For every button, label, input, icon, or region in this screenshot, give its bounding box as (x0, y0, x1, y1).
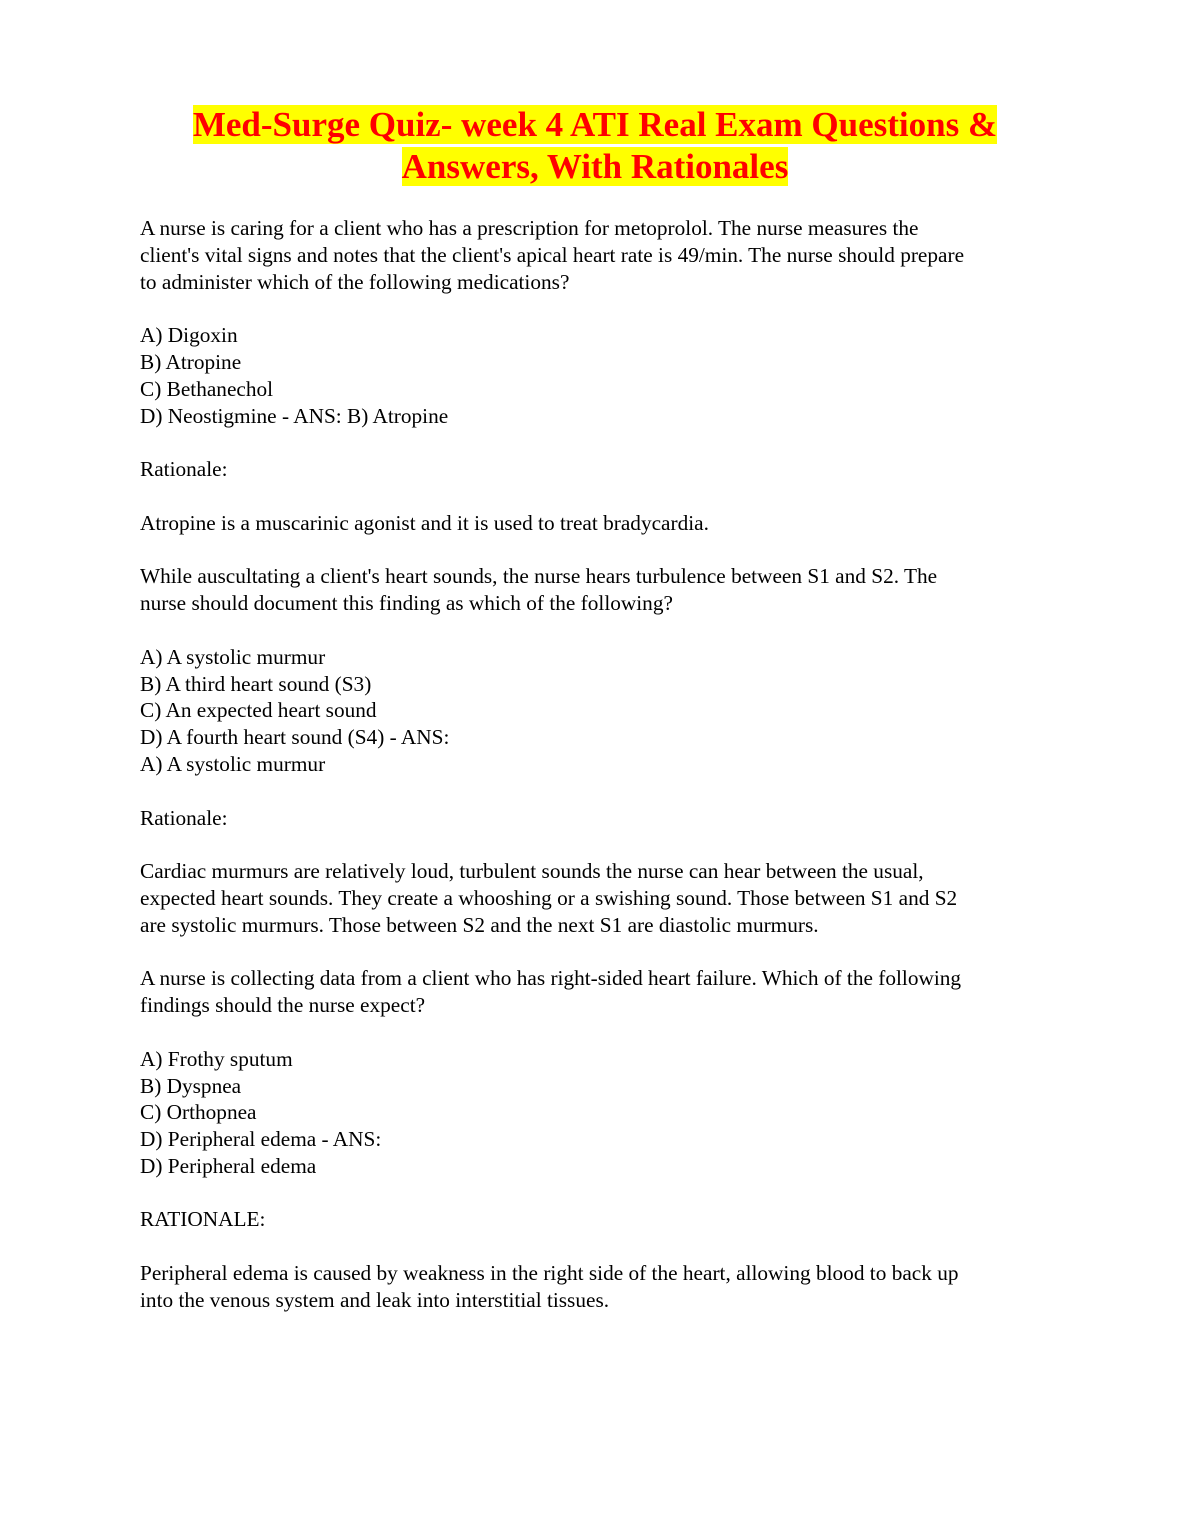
text-line: B) Dyspnea (140, 1073, 242, 1098)
text-line: While auscultating a client's heart sounds, the nurse hears turbulence between S1 and S2. The (140, 564, 938, 589)
text-line: A) Frothy sputum (140, 1046, 293, 1071)
text-line: Peripheral edema is caused by weakness in the right side of the heart, allowing blood to back up (140, 1261, 959, 1286)
paragraph (140, 965, 1060, 1019)
document-body (140, 215, 1060, 1340)
text-line: findings should the nurse expect? (140, 993, 426, 1018)
text-line: nurse should document this finding as which of the following? (140, 591, 673, 616)
text-line: C) Orthopnea (140, 1100, 257, 1125)
document-title-line-2: Answers, With Rationales (401, 147, 789, 186)
paragraph (140, 322, 1060, 429)
document-title (0, 104, 1190, 188)
text-line: D) A fourth heart sound (S4) - ANS: (140, 725, 450, 750)
paragraph (140, 644, 1060, 778)
paragraph (140, 563, 1060, 617)
text-line: into the venous system and leak into interstitial tissues. (140, 1287, 610, 1312)
text-line: Rationale: (140, 457, 228, 482)
paragraph (140, 456, 1060, 483)
text-line: D) Peripheral edema - ANS: (140, 1127, 382, 1152)
text-line: A) Digoxin (140, 323, 238, 348)
text-line: Rationale: (140, 805, 228, 830)
text-line: A) A systolic murmur (140, 751, 326, 776)
text-line: Atropine is a muscarinic agonist and it is used to treat bradycardia. (140, 510, 709, 535)
text-line: A nurse is collecting data from a client who has right-sided heart failure. Which of the following (140, 966, 962, 991)
text-line: RATIONALE: (140, 1207, 266, 1232)
text-line: D) Peripheral edema (140, 1153, 317, 1178)
text-line: B) A third heart sound (S3) (140, 671, 372, 696)
text-line: to administer which of the following medications? (140, 269, 570, 294)
paragraph (140, 1046, 1060, 1180)
text-line: D) Neostigmine - ANS: B) Atropine (140, 403, 449, 428)
paragraph (140, 858, 1060, 938)
text-line: client's vital signs and notes that the client's apical heart rate is 49/min. The nurse should prepare (140, 242, 965, 267)
text-line: are systolic murmurs. Those between S2 and the next S1 are diastolic murmurs. (140, 912, 819, 937)
text-line: Cardiac murmurs are relatively loud, turbulent sounds the nurse can hear between the usual, (140, 859, 924, 884)
text-line: A) A systolic murmur (140, 644, 326, 669)
text-line: C) Bethanechol (140, 376, 274, 401)
text-line: A nurse is caring for a client who has a prescription for metoprolol. The nurse measures the (140, 216, 919, 240)
text-line: B) Atropine (140, 349, 242, 374)
paragraph (140, 1260, 1060, 1314)
document-title-line-1: Med-Surge Quiz- week 4 ATI Real Exam Questions & (192, 105, 998, 144)
text-line: expected heart sounds. They create a whooshing or a swishing sound. Those between S1 and S2 (140, 885, 958, 910)
paragraph (140, 805, 1060, 832)
paragraph (140, 510, 1060, 537)
paragraph (140, 215, 1060, 295)
paragraph (140, 1206, 1060, 1233)
text-line: C) An expected heart sound (140, 698, 377, 723)
